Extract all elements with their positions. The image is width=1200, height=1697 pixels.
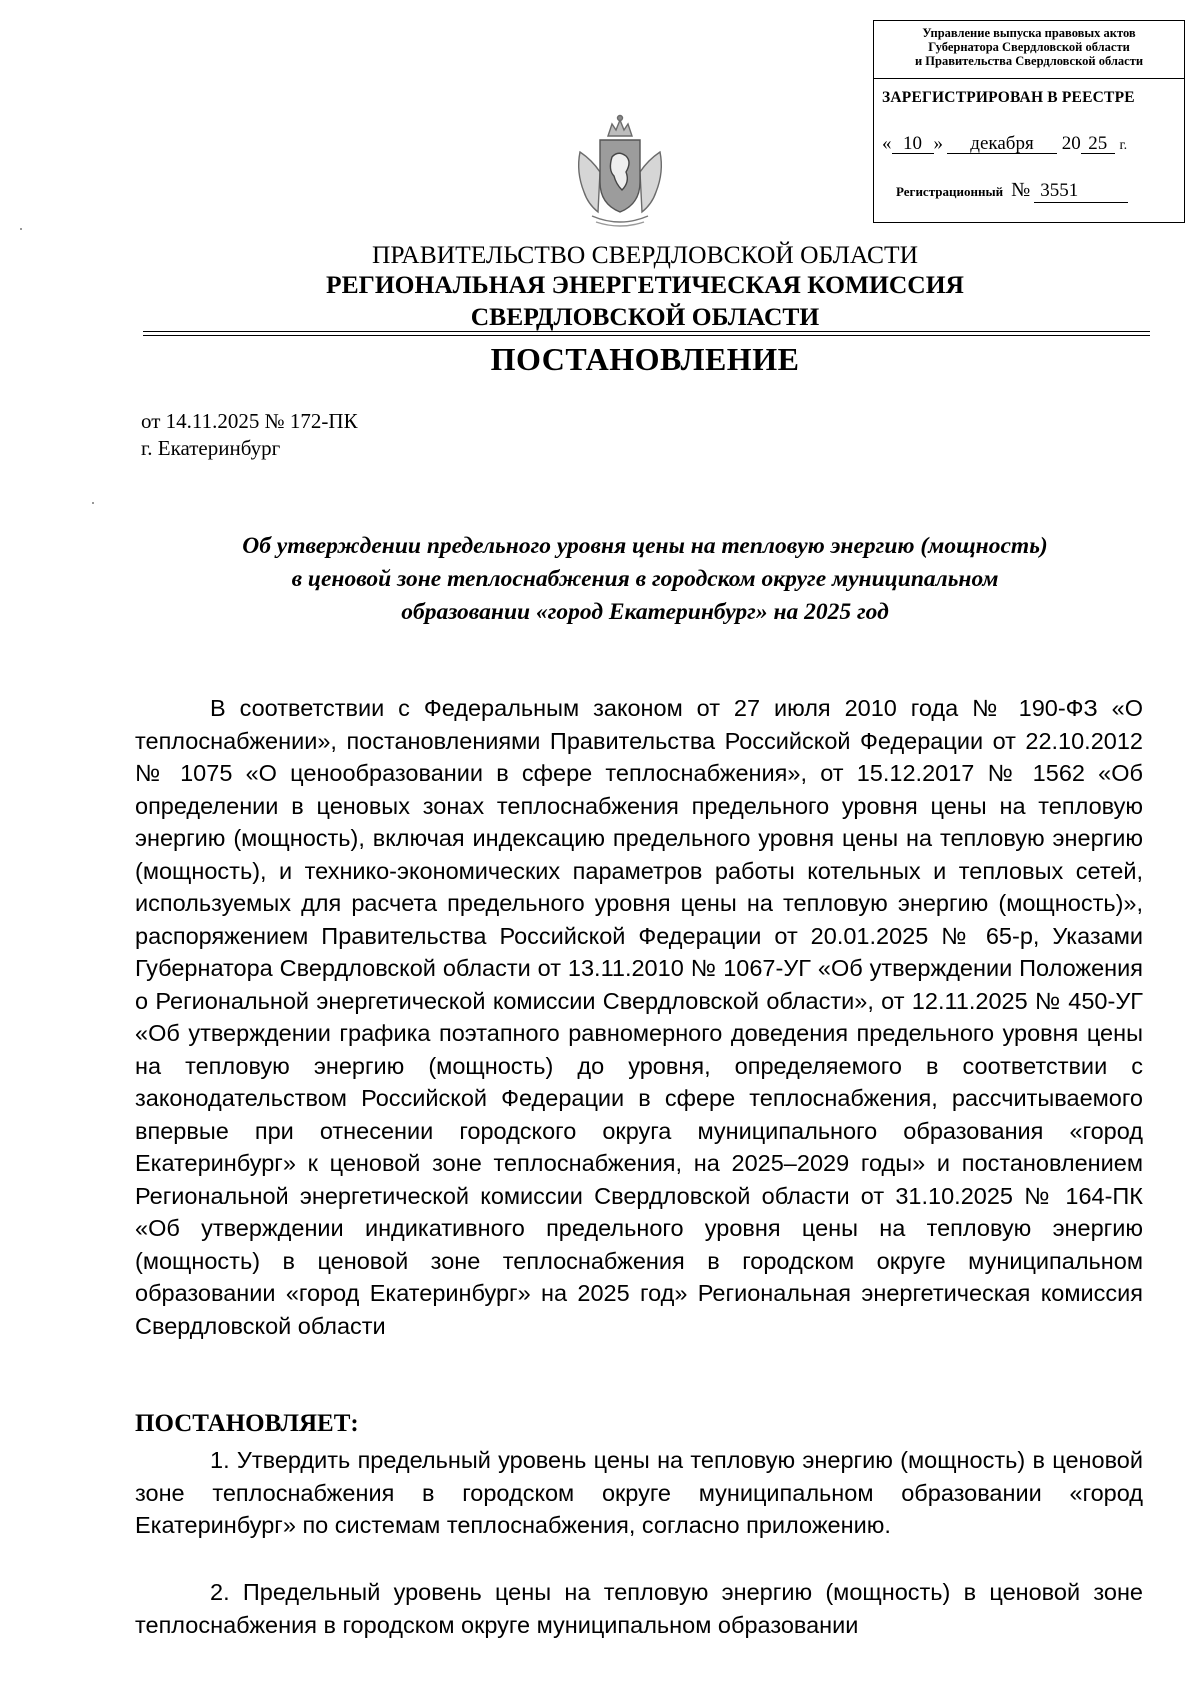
header-rule-bottom (143, 335, 1150, 336)
preamble-paragraph: В соответствии с Федеральным законом от 27 июля 2010 года № 190-ФЗ «О теплоснабжении», постановлениями Правительства Российской Федерации от 22.10.2012 № 1075 «О ценообразовании в сфере теплоснабжения», от 15.12.2017 № 1562 «Об определении в ценовых зонах теплоснабжения предельного уровня цены на тепловую энергию (мощность), включая индексацию предельного уровня цены на тепловую энергию (мощность), и технико-экономических параметров работы котельных и тепловых сетей, используемых для расчета предельного уровня цены на тепловую энергию (мощность)», распоряжением Правительства Российской Федерации от 20.01.2025 № 65-р, Указами Губернатора Свердловской области от 13.11.2010 № 1067-УГ «Об утверждении Положения о Региональной энергетической комиссии Свердловской области», от 12.11.2025 № 450-УГ «Об утверждении графика поэтапного равномерного доведения предельного уровня цены на тепловую энергию (мощность) до уровня, определяемого в соответствии с законодательством Российской Федерации в сфере теплоснабжения, рассчитываемого впервые при отнесении городского округа муниципального образования «город Екатеринбург» к ценовой зоне теплоснабжения, на 2025–2029 годы» и постановлением Региональной энергетической комиссии Свердловской области от 31.10.2025 № 164-ПК «Об утверждении индикативного предельного уровня цены на тепловую энергию (мощность) в ценовой зоне теплоснабжения в городском округе муниципальном образовании «город Екатеринбург» на 2025 год» Региональная энергетическая комиссия Свердловской области (135, 695, 1143, 1339)
government-name: ПРАВИТЕЛЬСТВО СВЕРДЛОВСКОЙ ОБЛАСТИ (371, 240, 919, 269)
stamp-registered-label: ЗАРЕГИСТРИРОВАН В РЕЕСТРЕ (882, 89, 1135, 106)
registration-stamp (873, 20, 1185, 223)
coat-of-arms-emblem (572, 112, 668, 230)
header-rule-top (143, 331, 1150, 332)
stamp-quote-open: « (882, 133, 892, 154)
stamp-year-suffix: 25 (1081, 135, 1115, 154)
stamp-month: декабря (947, 135, 1057, 154)
document-title-line3: образовании «город Екатеринбург» на 2025 год (401, 599, 889, 625)
scan-speck (92, 502, 94, 504)
document-date-number: от 14.11.2025 № 172-ПК (141, 409, 358, 433)
stamp-year-unit: г. (1119, 138, 1128, 153)
document-type-heading: ПОСТАНОВЛЕНИЕ (490, 341, 800, 377)
stamp-no-sign: № (1011, 179, 1031, 201)
clause-2: 2. Предельный уровень цены на тепловую энергию (мощность) в ценовой зоне теплоснабжения в городском округе муниципальном образовании (135, 1579, 1143, 1638)
stamp-quote-close: » (933, 133, 943, 154)
document-title-line1: Об утверждении предельного уровня цены на тепловую энергию (мощность) (242, 533, 1048, 559)
clause-1: 1. Утвердить предельный уровень цены на тепловую энергию (мощность) в ценовой зоне теплоснабжения в городском округе муниципальном образовании «город Екатеринбург» по системам теплоснабжения, согласно приложению. (135, 1447, 1143, 1538)
commission-name-line2: СВЕРДЛОВСКОЙ ОБЛАСТИ (470, 302, 820, 331)
stamp-head-line3: и Правительства Свердловской области (914, 54, 1144, 68)
stamp-reg-number: 3551 (1034, 180, 1128, 203)
stamp-day: 10 (892, 135, 934, 154)
stamp-head-line1: Управление выпуска правовых актов (922, 26, 1136, 40)
stamp-year-prefix: 20 (1061, 133, 1081, 154)
stamp-reg-label: Регистрационный (896, 184, 1004, 199)
stamp-header (874, 21, 1184, 79)
document-city: г. Екатеринбург (141, 436, 281, 460)
stamp-date (882, 133, 1127, 155)
commission-name-line1: РЕГИОНАЛЬНАЯ ЭНЕРГЕТИЧЕСКАЯ КОМИССИЯ (326, 270, 964, 299)
document-title (130, 530, 1160, 629)
document-title-line2: в ценовой зоне теплоснабжения в городском округе муниципальном (291, 566, 999, 592)
stamp-head-line2: Губернатора Свердловской области (928, 40, 1130, 54)
resolves-heading: ПОСТАНОВЛЯЕТ: (135, 1410, 359, 1437)
scan-speck (20, 228, 22, 230)
stamp-registration-number (896, 179, 1128, 203)
